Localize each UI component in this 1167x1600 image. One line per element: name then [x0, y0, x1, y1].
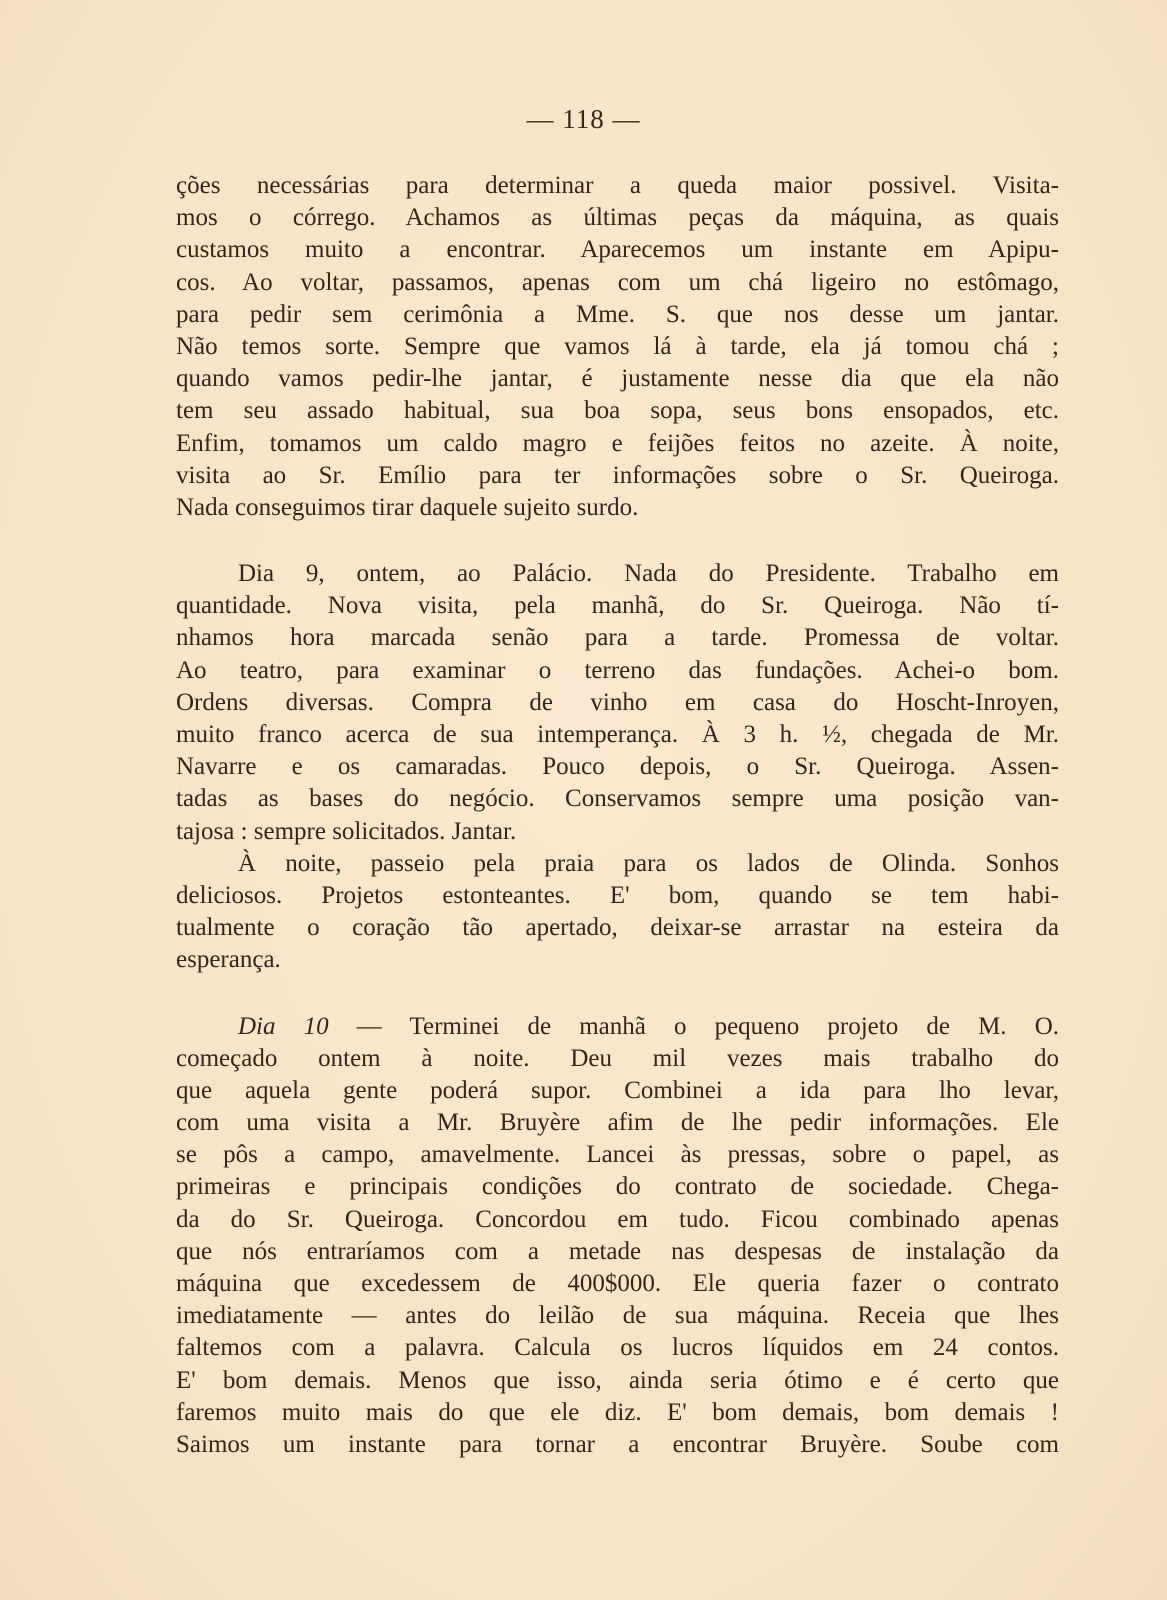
text-line: Saimos um instante para tornar a encontrar Bruyère. Soube com — [176, 1430, 1059, 1458]
paragraph-continuation — [176, 170, 1059, 524]
text-line: custamos muito a encontrar. Aparecemos um instante em Apipu- — [176, 236, 1059, 264]
text-line: esperança. — [176, 946, 281, 974]
text-line: Não temos sorte. Sempre que vamos lá à tarde, ela já tomou chá ; — [176, 332, 1059, 360]
text-line: começado ontem à noite. Deu mil vezes mais trabalho do — [176, 1044, 1059, 1072]
text-line: Ao teatro, para examinar o terreno das fundações. Achei-o bom. — [176, 656, 1059, 684]
text-line: imediatamente — antes do leilão de sua máquina. Receia que lhes — [176, 1302, 1059, 1330]
text-line: quantidade. Nova visita, pela manhã, do Sr. Queiroga. Não tí- — [176, 592, 1059, 620]
body-text — [176, 170, 1059, 1461]
text-line: ções necessárias para determinar a queda maior possivel. Visita- — [176, 172, 1059, 199]
text-line: que nós entraríamos com a metade nas despesas de instalação da — [176, 1237, 1059, 1265]
text-line: com uma visita a Mr. Bruyère afim de lhe pedir informações. Ele — [176, 1109, 1059, 1137]
text-line: E' bom demais. Menos que isso, ainda seria ótimo e é certo que — [176, 1366, 1059, 1394]
text-line: para pedir sem cerimônia a Mme. S. que nos desse um jantar. — [176, 300, 1059, 328]
paragraph-dia-9 — [176, 558, 1059, 848]
paragraph-dia-10 — [176, 1011, 1059, 1462]
page-number: — 118 — — [526, 104, 641, 134]
text-line: Ordens diversas. Compra de vinho em casa do Hoscht-Inroyen, — [176, 688, 1059, 716]
text-line: tadas as bases do negócio. Conservamos sempre uma posição van- — [176, 785, 1059, 813]
text-line: faremos muito mais do que ele diz. E' bom demais, bom demais ! — [176, 1398, 1059, 1426]
text-line: À noite, passeio pela praia para os lados de Olinda. Sonhos — [238, 849, 1059, 877]
text-line: máquina que excedessem de 400$000. Ele queria fazer o contrato — [176, 1270, 1059, 1297]
text-line: da do Sr. Queiroga. Concordou em tudo. Ficou combinado apenas — [176, 1205, 1059, 1233]
text-line: muito franco acerca de sua intemperança. À 3 h. ½, chegada de Mr. — [176, 721, 1059, 748]
text-line: nhamos hora marcada senão para a tarde. Promessa de voltar. — [176, 624, 1059, 652]
text-line: mos o córrego. Achamos as últimas peças da máquina, as quais — [176, 204, 1059, 232]
text-line — [176, 1011, 1059, 1043]
text-line: tajosa : sempre solicitados. Jantar. — [176, 817, 517, 845]
text-line: deliciosos. Projetos estonteantes. E' bom, quando se tem habi- — [176, 881, 1059, 909]
text-line: se pôs a campo, amavelmente. Lancei às pressas, sobre o papel, as — [176, 1141, 1059, 1169]
text-line: Enfim, tomamos um caldo magro e feijões feitos no azeite. À noite, — [176, 429, 1059, 457]
date-heading: Dia 10 — [238, 1012, 329, 1040]
text-line: quando vamos pedir-lhe jantar, é justamente nesse dia que ela não — [176, 365, 1059, 393]
text-line: visita ao Sr. Emílio para ter informações sobre o Sr. Queiroga. — [176, 461, 1059, 489]
text-line: faltemos com a palavra. Calcula os lucros líquidos em 24 contos. — [176, 1334, 1059, 1362]
text-line: Navarre e os camaradas. Pouco depois, o Sr. Queiroga. Assen- — [176, 753, 1059, 781]
text-line: tualmente o coração tão apertado, deixar-se arrastar na esteira da — [176, 914, 1059, 942]
paragraph-gap — [176, 524, 1059, 558]
text-line: que aquela gente poderá supor. Combinei a ida para lho levar, — [176, 1076, 1059, 1104]
paragraph-a-noite — [176, 848, 1059, 977]
text-line: Dia 9, ontem, ao Palácio. Nada do Presidente. Trabalho em — [238, 560, 1059, 588]
text-line: tem seu assado habitual, sua boa sopa, seus bons ensopados, etc. — [176, 397, 1059, 425]
text-line: cos. Ao voltar, passamos, apenas com um chá ligeiro no estômago, — [176, 268, 1059, 296]
text-line: Nada conseguimos tirar daquele sujeito surdo. — [176, 493, 639, 521]
paragraph-gap — [176, 977, 1059, 1011]
text-line: primeiras e principais condições do contrato de sociedade. Chega- — [176, 1173, 1059, 1201]
text-run: — Terminei de manhã o pequeno projeto de M. O. — [328, 1012, 1059, 1040]
